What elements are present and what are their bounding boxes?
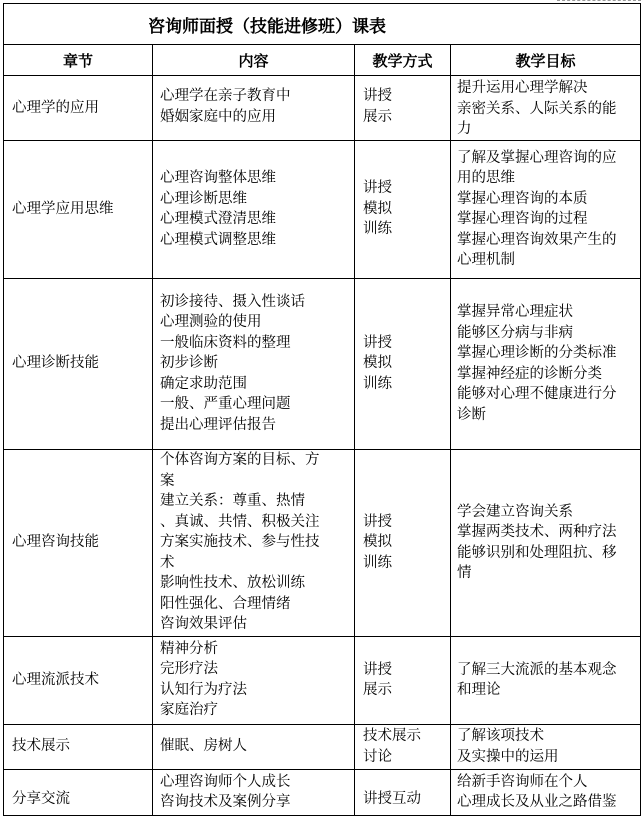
chapter-cell: 心理诊断技能 bbox=[4, 278, 153, 449]
goal-cell bbox=[451, 140, 641, 278]
content-line: 建立关系：尊重、热情 bbox=[160, 493, 305, 510]
table-row bbox=[4, 769, 641, 815]
goal-cell bbox=[451, 278, 641, 449]
method-line: 展示 bbox=[363, 108, 392, 125]
content-line: 确定求助范围 bbox=[160, 375, 247, 392]
header-content: 内容 bbox=[153, 45, 355, 76]
goal-line: 给新手咨询师在个人 bbox=[457, 773, 588, 790]
content-line: 咨询技术及案例分享 bbox=[160, 794, 291, 810]
goal-cell bbox=[451, 76, 641, 141]
header-method: 教学方式 bbox=[355, 45, 451, 76]
method-line: 模拟 bbox=[363, 534, 392, 551]
chapter-cell: 心理流派技术 bbox=[4, 636, 153, 724]
content-line: 、真诚、共情、积极关注 bbox=[160, 513, 320, 530]
goal-line: 心理成长及从业之路借鉴 bbox=[457, 794, 617, 810]
goal-line: 情 bbox=[457, 565, 472, 581]
goal-line: 及实操中的运用 bbox=[457, 748, 559, 765]
table-title: 咨询师面授（技能进修班）课表 bbox=[4, 4, 641, 45]
method-line: 模拟 bbox=[363, 355, 392, 372]
goal-line: 心理机制 bbox=[457, 252, 515, 268]
method-line: 技术展示 bbox=[363, 728, 421, 744]
goal-line: 掌握心理咨询效果产生的 bbox=[457, 231, 617, 248]
goal-line: 亲密关系、人际关系的能 bbox=[457, 100, 617, 117]
goal-line: 能够对心理不健康进行分 bbox=[457, 386, 617, 402]
content-line: 心理测验的使用 bbox=[160, 314, 262, 331]
content-line: 个体咨询方案的目标、方 bbox=[160, 452, 320, 469]
schedule-table bbox=[3, 3, 641, 816]
chapter-cell: 心理学应用思维 bbox=[4, 140, 153, 278]
method-line: 讲授 bbox=[363, 88, 392, 104]
goal-line: 学会建立咨询关系 bbox=[457, 503, 573, 520]
goal-cell bbox=[451, 724, 641, 769]
goal-line: 掌握两类技术、两种疗法 bbox=[457, 524, 617, 540]
content-line: 阳性强化、合理情绪 bbox=[160, 595, 291, 612]
content-cell bbox=[153, 769, 355, 815]
content-line: 认知行为疗法 bbox=[160, 681, 247, 698]
content-line: 初步诊断 bbox=[160, 355, 218, 372]
method-line: 训练 bbox=[363, 554, 392, 571]
goal-line: 能够识别和处理阻抗、移 bbox=[457, 544, 617, 561]
table-row bbox=[4, 140, 641, 278]
content-line: 一般、严重心理问题 bbox=[160, 396, 291, 413]
goal-line: 掌握神经症的诊断分类 bbox=[457, 365, 602, 382]
content-line: 影响性技术、放松训练 bbox=[160, 575, 305, 592]
table-row bbox=[4, 449, 641, 636]
chapter-cell: 分享交流 bbox=[4, 769, 153, 815]
header-row bbox=[4, 45, 641, 76]
chapter-cell: 心理学的应用 bbox=[4, 76, 153, 141]
method-cell bbox=[355, 449, 451, 636]
content-line: 精神分析 bbox=[160, 640, 218, 657]
content-line: 心理模式调整思维 bbox=[160, 231, 276, 248]
method-cell bbox=[355, 278, 451, 449]
method-line: 模拟 bbox=[363, 200, 392, 217]
goal-line: 提升运用心理学解决 bbox=[457, 80, 588, 96]
content-cell bbox=[153, 636, 355, 724]
method-line: 展示 bbox=[363, 682, 392, 698]
method-line: 训练 bbox=[363, 375, 392, 392]
content-line: 家庭治疗 bbox=[160, 702, 218, 718]
method-line: 讲授互动 bbox=[363, 790, 421, 807]
method-cell bbox=[355, 76, 451, 141]
goal-line: 掌握异常心理症状 bbox=[457, 304, 573, 320]
goal-line: 和理论 bbox=[457, 682, 501, 698]
method-line: 讲授 bbox=[363, 334, 392, 351]
goal-line: 力 bbox=[457, 121, 472, 137]
method-cell bbox=[355, 636, 451, 724]
goal-line: 掌握心理咨询的过程 bbox=[457, 211, 588, 227]
goal-line: 用的思维 bbox=[457, 170, 515, 186]
method-cell bbox=[355, 140, 451, 278]
content-line: 催眠、房树人 bbox=[160, 738, 247, 755]
content-line: 心理学在亲子教育中 bbox=[160, 88, 291, 104]
content-line: 案 bbox=[160, 472, 175, 489]
goal-line: 掌握心理咨询的本质 bbox=[457, 190, 588, 207]
content-cell bbox=[153, 76, 355, 141]
goal-line: 了解该项技术 bbox=[457, 728, 544, 744]
content-line: 完形疗法 bbox=[160, 661, 218, 677]
content-line: 咨询效果评估 bbox=[160, 616, 247, 633]
goal-line: 掌握心理诊断的分类标准 bbox=[457, 345, 617, 361]
table-row bbox=[4, 724, 641, 769]
goal-line: 了解三大流派的基本观念 bbox=[457, 661, 617, 678]
goal-cell bbox=[451, 449, 641, 636]
content-line: 初诊接待、摄入性谈话 bbox=[160, 293, 305, 310]
content-line: 提出心理评估报告 bbox=[160, 416, 276, 433]
content-line: 方案实施技术、参与性技 bbox=[160, 534, 320, 551]
content-line: 心理诊断思维 bbox=[160, 190, 247, 207]
content-line: 一般临床资料的整理 bbox=[160, 334, 291, 351]
content-line: 心理咨询整体思维 bbox=[160, 170, 276, 186]
method-line: 讨论 bbox=[363, 748, 392, 765]
goal-cell bbox=[451, 636, 641, 724]
table-row bbox=[4, 76, 641, 141]
content-line: 婚姻家庭中的应用 bbox=[160, 108, 276, 125]
goal-cell bbox=[451, 769, 641, 815]
method-line: 讲授 bbox=[363, 661, 392, 678]
method-cell bbox=[355, 769, 451, 815]
chapter-cell: 心理咨询技能 bbox=[4, 449, 153, 636]
content-line: 心理咨询师个人成长 bbox=[160, 773, 291, 790]
table-row bbox=[4, 636, 641, 724]
goal-line: 了解及掌握心理咨询的应 bbox=[457, 149, 617, 166]
chapter-cell: 技术展示 bbox=[4, 724, 153, 769]
header-goal: 教学目标 bbox=[451, 45, 641, 76]
content-cell bbox=[153, 724, 355, 769]
content-cell bbox=[153, 278, 355, 449]
method-line: 训练 bbox=[363, 221, 392, 238]
method-line: 讲授 bbox=[363, 180, 392, 197]
table-row bbox=[4, 278, 641, 449]
method-line: 讲授 bbox=[363, 513, 392, 530]
schedule-document bbox=[3, 3, 640, 816]
goal-line: 能够区分病与非病 bbox=[457, 324, 573, 341]
content-cell bbox=[153, 449, 355, 636]
content-cell bbox=[153, 140, 355, 278]
method-cell bbox=[355, 724, 451, 769]
header-chapter: 章节 bbox=[4, 45, 153, 76]
content-line: 术 bbox=[160, 554, 175, 571]
content-line: 心理模式澄清思维 bbox=[160, 211, 276, 227]
goal-line: 诊断 bbox=[457, 406, 486, 423]
